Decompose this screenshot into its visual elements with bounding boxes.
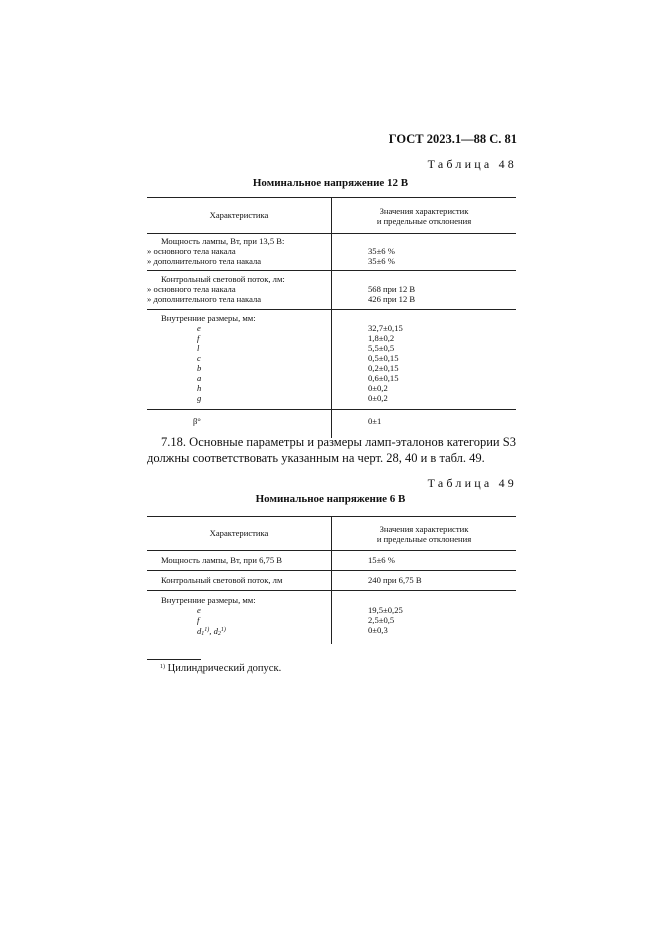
power-value-main: 35±6 % xyxy=(368,246,395,257)
table-48-col1-header: Характеристика xyxy=(147,198,332,234)
table-48-label: Таблица 48 xyxy=(427,157,517,171)
footnote-text: Цилиндрический допуск. xyxy=(167,663,282,674)
dim-symbol: b xyxy=(197,363,202,374)
page-header: ГОСТ 2023.1—88 С. 81 xyxy=(388,132,517,146)
dim-value: 19,5±0,25 xyxy=(368,605,403,616)
table-49-dims-group xyxy=(147,591,516,644)
table-48-flux-group xyxy=(147,271,516,309)
flux-title: Контрольный световой поток, лм: xyxy=(161,274,285,285)
table-49-flux-row xyxy=(147,571,516,591)
dim-symbol: g xyxy=(197,393,202,404)
table-49 xyxy=(147,516,516,644)
dim-symbol: e xyxy=(197,322,201,333)
dim-value: 0,5±0,15 xyxy=(368,352,399,363)
dim-symbol: c xyxy=(197,352,201,363)
dim-symbol: f xyxy=(197,615,200,626)
dim-value: 32,7±0,15 xyxy=(368,322,403,333)
table-49-label: Таблица 49 xyxy=(427,476,517,490)
dim-value: 2,5±0,5 xyxy=(368,615,395,626)
dim-value: 0±0,2 xyxy=(368,383,388,394)
dims-title-6v: Внутренние размеры, мм: xyxy=(161,595,256,606)
flux-label-6v: Контрольный световой поток, лм xyxy=(161,575,283,586)
footnote-rule xyxy=(147,659,201,660)
dim-symbol: e xyxy=(197,605,201,616)
beta-label: β° xyxy=(193,416,201,427)
dim-value: 0,6±0,15 xyxy=(368,373,399,384)
flux-value-6v: 240 при 6,75 В xyxy=(368,575,422,586)
table-48-dims-group xyxy=(147,309,516,410)
footnote xyxy=(160,663,281,674)
table-48-power-group xyxy=(147,234,516,271)
flux-row-extra: » дополнительного тела накала xyxy=(147,294,262,305)
table-48-col2-header: Значения характеристик и предельные отклонения xyxy=(332,198,517,234)
dim-value: 0,2±0,15 xyxy=(368,363,399,374)
flux-value-extra: 426 при 12 В xyxy=(368,294,416,305)
power-row-main: » основного тела накала xyxy=(147,246,236,257)
table-48 xyxy=(147,197,516,438)
power-value-extra: 35±6 % xyxy=(368,256,395,267)
dim-symbol: a xyxy=(197,373,202,384)
table-49-col1-header: Характеристика xyxy=(147,517,332,551)
dim-value: 0±0,2 xyxy=(368,393,388,404)
table-49-title: Номинальное напряжение 6 В xyxy=(255,493,406,505)
power-label-6v: Мощность лампы, Вт, при 6,75 В xyxy=(161,555,283,565)
dim-symbol-d1-d2: $d_1^{1)}$, $d_2^{1)}$ xyxy=(197,626,226,638)
dims-title: Внутренние размеры, мм: xyxy=(161,312,256,323)
dim-symbol: l xyxy=(197,342,200,353)
beta-value: 0±1 xyxy=(368,416,382,427)
table-48-title: Номинальное напряжение 12 В xyxy=(252,177,409,189)
flux-row-main: » основного тела накала xyxy=(147,284,236,295)
paragraph-7-18: 7.18. Основные параметры и размеры ламп-эталонов категории S3 должны соответствовать указанным на черт. 28, 40 и в табл. 49. xyxy=(147,435,516,465)
table-49-col2-header: Значения характеристик и предельные отклонения xyxy=(332,517,517,551)
table-49-power-row xyxy=(147,551,516,571)
dim-value: 5,5±0,5 xyxy=(368,342,395,353)
dim-symbol: f xyxy=(197,332,200,343)
power-row-extra: » дополнительного тела накала xyxy=(147,256,262,267)
power-title: Мощность лампы, Вт, при 13,5 В: xyxy=(161,236,285,246)
dim-symbol: h xyxy=(197,383,202,394)
dim-value: 0±0,3 xyxy=(368,625,388,636)
footnote-mark: 1) xyxy=(160,664,165,670)
power-value-6v: 15±6 % xyxy=(368,555,395,565)
flux-value-main: 568 при 12 В xyxy=(368,284,416,295)
dim-value: 1,8±0,2 xyxy=(368,332,395,343)
